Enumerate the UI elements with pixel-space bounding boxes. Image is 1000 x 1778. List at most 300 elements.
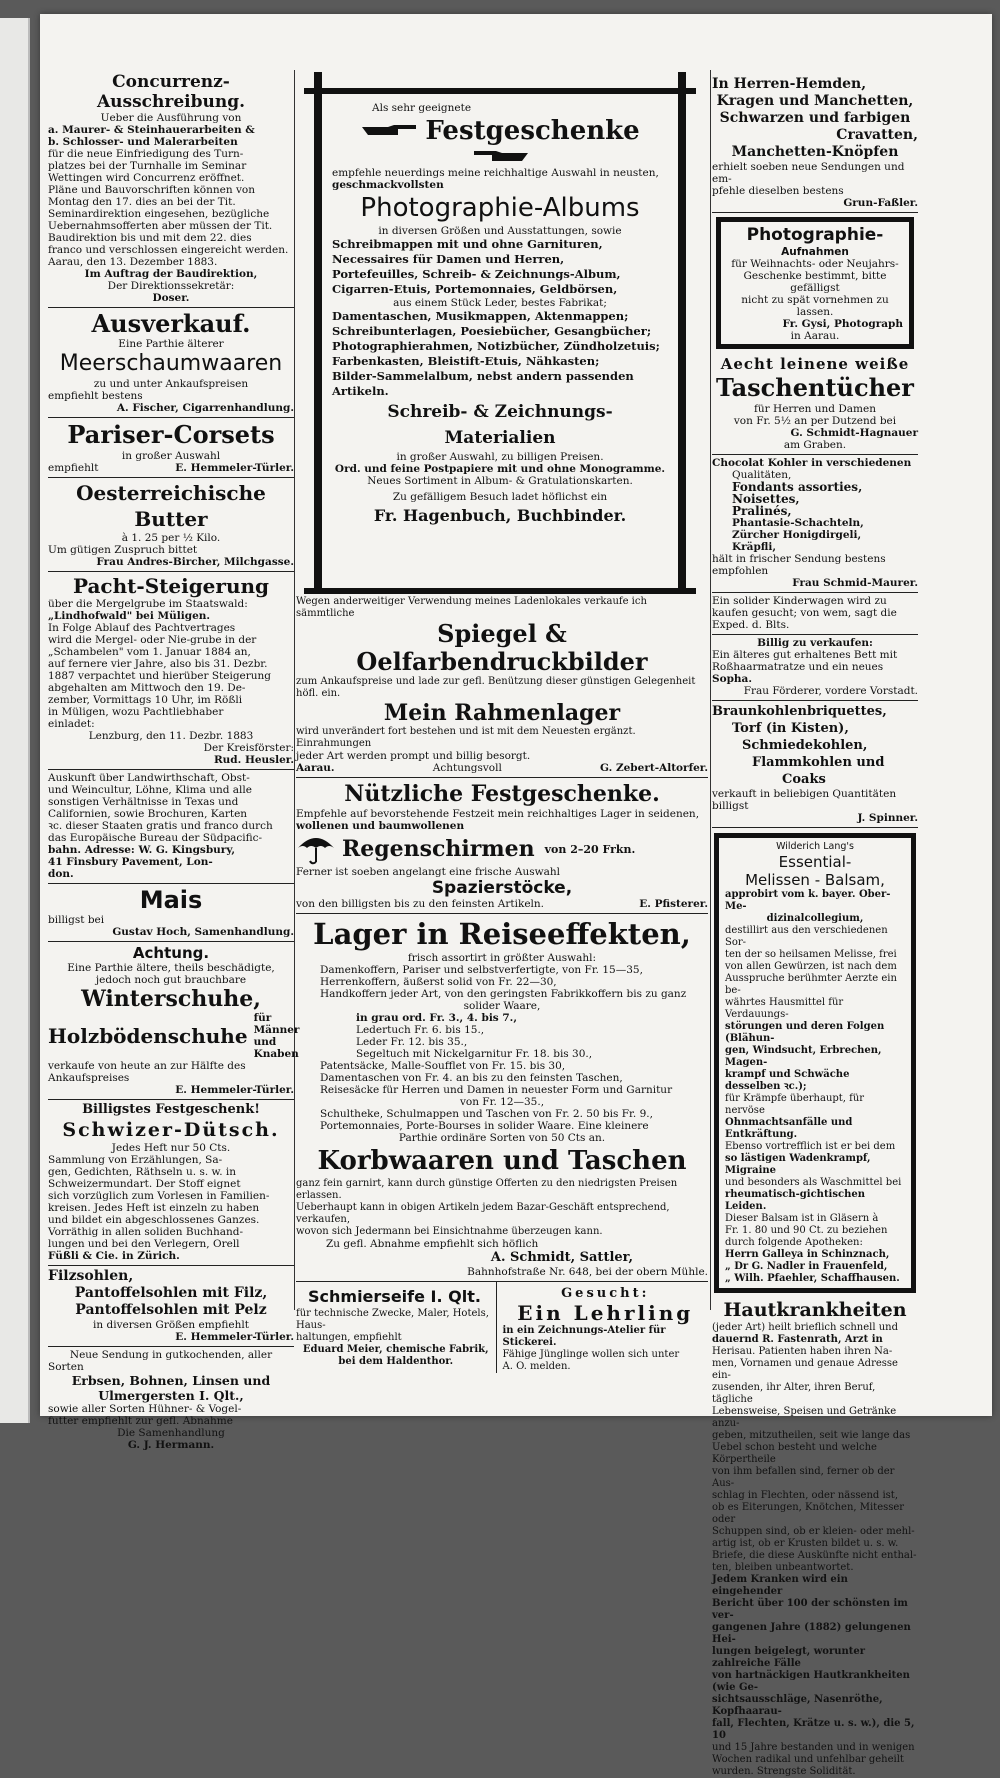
ad-text: wird die Mergel- oder Nie-grube in der (48, 634, 257, 646)
ad-text: Fähige Jünglinge wollen sich unter (502, 1349, 680, 1360)
ad-text: verkauft in beliebigen Quantitäten billigst (712, 788, 897, 812)
right-column (712, 74, 918, 1778)
ad-mais (48, 884, 294, 942)
ad-text: Schreibmappen mit und ohne Garnituren, (332, 237, 603, 251)
ad-text: Schweizermundart. Der Stoff eignet (48, 1178, 241, 1190)
ad-title: Pariser-Corsets (67, 420, 275, 449)
ad-festgeschenke-frame (304, 72, 696, 588)
ad-headline: Schmiedekohlen, (742, 738, 868, 753)
ad-text: Pläne und Bauvorschriften können von (48, 184, 255, 196)
ad-text: Ord. und feine Postpapiere mit und ohne Monogramme. (334, 463, 666, 475)
ad-text: Wettingen wird Concurrenz eröffnet. (48, 172, 245, 184)
ad-achtung (48, 942, 300, 1100)
ad-headline: Photographie-Albums (360, 193, 640, 223)
ad-text: Aarau. (296, 762, 335, 774)
ad-text: Ein älteres gut erhaltenes Bett mit (712, 649, 898, 661)
ad-text: Wochen radikal und unfehlbar geheilt (712, 1754, 904, 1765)
ad-text: Kräpfli, (732, 541, 777, 553)
ad-text: für die neue Einfriedigung des Turn- (48, 148, 244, 160)
ad-text: in großer Auswahl (121, 450, 221, 462)
ad-text: ganz fein garnirt, kann durch günstige Offerten zu den niedrigsten Preisen erlassen. (296, 1178, 678, 1201)
ad-text: Bahnhofstraße Nr. 648, bei der obern Mühle. (467, 1266, 708, 1278)
ad-text: approbirt vom k. bayer. Ober-Me- (725, 889, 891, 912)
ad-sorten (48, 1347, 294, 1451)
ad-text: ob es Eiterungen, Knötchen, Mitesser oder (712, 1502, 905, 1525)
ad-text: Necessaires für Damen und Herren, (332, 252, 565, 266)
ad-text: einladet: (48, 718, 95, 730)
ad-text: 41 Finsbury Pavement, Lon- (48, 856, 213, 868)
ad-signature: Rud. Heusler. (213, 754, 294, 766)
ad-text: aus einem Stück Leder, bestes Fabrikat; (393, 297, 607, 309)
ad-headline: Pantoffelsohlen mit Filz, (74, 1285, 268, 1301)
ad-reiseeffekten (296, 914, 708, 1282)
ad-headline: Mein Rahmenlager (383, 700, 621, 726)
ad-text: Ledertuch Fr. 6. bis 15., (356, 1024, 485, 1036)
ad-gesucht (497, 1282, 709, 1373)
ad-text: In Folge Ablauf des Pachtvertrages (48, 622, 236, 634)
ad-title: Nützliche Festgeschenke. (344, 781, 660, 807)
ad-signature: A. Fischer, Cigarrenhandlung. (116, 402, 294, 414)
ad-text: Ohnmachtsanfälle und Entkräftung. (725, 1117, 853, 1140)
ad-text: Neues Sortiment in Album- & Gratulationskarten. (367, 475, 633, 487)
ad-text: Uebel schon besteht und welche Körpertheile (712, 1442, 877, 1465)
ad-text: so lästigen Wadenkrampf, Migraine (725, 1153, 871, 1176)
ad-headline: Braunkohlenbriquettes, (712, 704, 887, 719)
ad-text: „Lindhofwald" bei Müligen. (48, 610, 211, 622)
ad-text: währtes Hausmittel für Verdauungs- (725, 997, 844, 1020)
ad-text: Segeltuch mit Nickelgarnitur Fr. 18. bis 30., (356, 1048, 593, 1060)
ad-text: Im Auftrag der Baudirektion, (84, 268, 258, 280)
ad-text: ten, bleiben unbeantwortet. (712, 1562, 854, 1573)
ad-text: Herisau. Patienten haben ihren Na- (712, 1346, 893, 1357)
ad-headline: Schreib- & Zeichnungs-Materialien (387, 402, 613, 448)
ad-text: Californien, sowie Brochuren, Karten (48, 808, 248, 820)
ad-text: von hartnäckigen Hautkrankheiten (wie Ge- (712, 1670, 910, 1693)
ad-text: dauernd R. Fastenrath, Arzt in (712, 1334, 883, 1345)
ad-text: bahn. Adresse: W. G. Kingsbury, (48, 844, 236, 856)
ad-text: Briefe, die diese Auskünfte nicht enthal- (712, 1550, 917, 1561)
ad-filz (48, 1266, 294, 1347)
ad-title: Pacht-Steigerung (72, 574, 270, 598)
ad-text: für Weihnachts- oder Neujahrs- (731, 258, 899, 270)
ad-text: Billigstes Festgeschenk! (82, 1102, 260, 1117)
ad-text: von ihm befallen sind, ferner ob der Aus- (712, 1466, 895, 1489)
ad-text: in diversen Größen und Ausstattungen, sowie (378, 225, 622, 237)
ad-headline: Meerschaumwaaren (59, 351, 283, 376)
ad-text: (jeder Art) heilt brieflich schnell und (712, 1322, 899, 1333)
ad-text: Fr. Gysi, Photograph (782, 318, 903, 330)
ad-headline: Schwarzen und farbigen (719, 110, 911, 126)
ad-text: Qualitäten, (732, 469, 792, 481)
ad-text: Vorräthig in allen soliden Buchhand- (48, 1226, 244, 1238)
ad-text: gangenen Jahre (1882) gelungenen Hei- (712, 1622, 911, 1645)
ad-text: Ebenso vortrefflich ist er bei dem (725, 1141, 896, 1152)
ad-text: men, Vornamen und genaue Adresse ein- (712, 1358, 898, 1381)
ad-headline: Spazierstöcke, (431, 878, 573, 898)
ad-text: à 1. 25 per ½ Kilo. (121, 532, 221, 544)
ad-concurrenz (48, 70, 294, 308)
ad-text: Die Samenhandlung (117, 1427, 225, 1439)
ad-text: Phantasie-Schachteln, (732, 517, 864, 529)
ad-text: verkaufe von heute an zur Hälfte des (48, 1060, 246, 1072)
ad-title: Gesucht: (561, 1286, 650, 1301)
ad-text: Reisesäcke für Herren und Damen in neuester Form und Garnitur (320, 1084, 673, 1096)
ad-headline: Erbsen, Bohnen, Linsen und (71, 1373, 271, 1388)
ad-text: schlag in Flechten, oder nässend ist, (712, 1490, 898, 1501)
ad-text: „ Wilh. Pfaehler, Schaffhausen. (725, 1273, 900, 1284)
ad-text: Lebensweise, Speisen und Getränke anzu- (712, 1406, 897, 1429)
ad-title: Essential- (778, 853, 852, 871)
ad-text: Aufnahmen (781, 246, 849, 258)
ad-signature: Fr. Hagenbuch, Buchbinder. (373, 506, 627, 525)
ad-text: Uebernahmsofferten aber müssen der Tit. (48, 220, 273, 232)
ad-text: don. (48, 868, 74, 880)
ad-text: auf fernere vier Jahre, also bis 31. Dezbr. (48, 658, 268, 670)
umbrella-icon (296, 832, 336, 866)
ad-headline: Pantoffelsohlen mit Pelz (75, 1302, 267, 1318)
ad-text: Baudirektion bis und mit dem 22. dies (48, 232, 252, 244)
ad-schwizer (48, 1100, 294, 1266)
ad-kinderwagen (712, 593, 918, 635)
ad-text: rheumatisch-gichtischen Leiden. (725, 1189, 865, 1212)
ad-text: Patentsäcke, Malle-Soufflet von Fr. 15. bis 30, (320, 1060, 566, 1072)
ad-text: Ueber die Ausführung von (100, 112, 242, 124)
ad-text: geschmackvollsten (332, 179, 444, 191)
ad-title: Mais (139, 886, 203, 914)
ad-text: und 15 Jahre bestanden und in wenigen (712, 1742, 915, 1753)
ad-signature: E. Pfisterer. (639, 898, 708, 910)
ad-headline: Filzsohlen, (48, 1268, 134, 1284)
ad-text: am Graben. (783, 439, 847, 451)
ad-text: Der Kreisförster: (203, 742, 294, 754)
ad-headline: In Herren-Hemden, (712, 76, 867, 92)
ad-text: durch folgende Apotheken: (725, 1237, 863, 1248)
ad-kohle (712, 701, 918, 828)
ad-headline: Cravatten, (836, 127, 918, 143)
ad-text: futter empfiehlt zur gefl. Abnahme (48, 1415, 233, 1427)
ad-signature: G. Zebert-Altorfer. (600, 762, 708, 774)
ad-text: sowie aller Sorten Hühner- & Vogel- (48, 1403, 242, 1415)
ad-text: Damentaschen, Musikmappen, Aktenmappen; (332, 309, 629, 323)
ad-text: wird unverändert fort bestehen und ist mit dem Neuesten ergänzt. Einrahmungen (296, 726, 636, 749)
ad-text: Sammlung von Erzählungen, Sa- (48, 1154, 223, 1166)
ad-text: Zu gefälligem Besuch ladet höflichst ein (392, 491, 608, 503)
ad-text: Auskunft über Landwirthschaft, Obst- (48, 772, 250, 784)
ad-text: Wegen anderweitiger Verwendung meines Ladenlokales verkaufe ich sämmtliche (296, 596, 647, 619)
ad-text: und bildet ein abgeschlossenes Ganzes. (48, 1214, 260, 1226)
ad-text: b. Schlosser- und Malerarbeiten (48, 136, 238, 148)
ad-title: Festgeschenke (425, 116, 640, 146)
ad-text: Leder Fr. 12. bis 35., (356, 1036, 468, 1048)
ad-text: Herrenkoffern, äußerst solid von Fr. 22—30, (320, 976, 557, 988)
ad-title: Lager in Reiseeffekten, (313, 917, 691, 951)
ad-text: jedoch noch gut brauchbare (95, 974, 247, 986)
ad-headline: Ulmergersten I. Qlt., (98, 1388, 244, 1403)
ad-title: Photographie- (746, 225, 884, 245)
ad-ausverkauf (48, 308, 294, 418)
ad-signature: A. Schmidt, Sattler, (490, 1250, 634, 1265)
ad-text: Bilder-Sammelalbum, nebst andern passenden Artikeln. (332, 369, 634, 398)
ad-signature: Gustav Hoch, Samenhandlung. (112, 926, 294, 938)
ad-text: Ankaufspreises (48, 1072, 130, 1084)
ad-text: zusenden, ihr Alter, ihren Beruf, tägliche (712, 1382, 876, 1405)
ad-text: Eduard Meier, chemische Fabrik, (302, 1344, 489, 1355)
ad-text: dizinalcollegium, (766, 913, 864, 924)
ad-text: Jedem Kranken wird ein eingehender (712, 1574, 848, 1597)
ad-text: Ein solider Kinderwagen wird zu (712, 595, 887, 607)
ad-title: Melissen - Balsam, (745, 871, 885, 889)
ad-text: nicht zu spät vornehmen zu lassen. (741, 294, 889, 318)
ad-text: wurden. Strengste Solidität. (712, 1766, 856, 1777)
ad-text: Pralinés, (732, 504, 792, 518)
ad-spiegel (296, 594, 708, 778)
ad-text: Noisettes, (732, 492, 800, 506)
ad-photo-wrap (712, 213, 918, 353)
ad-headline: Aecht leinene weiße (720, 355, 910, 373)
ad-text: Ferner ist soeben angelangt eine frische Auswahl (296, 866, 560, 878)
ad-title: Spiegel & Oelfarbendruckbilder (356, 619, 648, 676)
ad-text: „ Dr G. Nadler in Frauenfeld, (725, 1261, 888, 1272)
ad-text: in Aarau. (790, 330, 840, 342)
ad-text: empfehle neuerdings meine reichhaltige Auswahl in neusten, (332, 167, 659, 179)
ad-text: Eine Parthie ältere, theils beschädigte, (67, 962, 275, 974)
ad-text: gen, Gedichten, Räthseln u. s. w. in (48, 1166, 237, 1178)
ad-text: Aarau, den 13. Dezember 1883. (48, 256, 218, 268)
ad-text: Farbenkasten, Bleistift-Etuis, Nähkasten; (332, 354, 600, 368)
ad-signature: E. Hemmeler-Türler. (175, 1084, 294, 1096)
ad-text: von Fr. 5½ an per Dutzend bei (733, 415, 897, 427)
ad-text: Fr. 1. 80 und 90 Ct. zu beziehen (725, 1225, 888, 1236)
ad-text: pfehle dieselben bestens (712, 185, 844, 197)
ad-auskunft (48, 770, 294, 884)
column-divider (710, 70, 711, 1310)
ad-text: Lenzburg, den 11. Dezbr. 1883 (88, 730, 254, 742)
ad-signature: Grun-Faßler. (843, 197, 918, 209)
ad-text: 1887 verpachtet und hierüber Steigerung (48, 670, 272, 682)
ad-text: Portefeuilles, Schreib- & Zeichnungs-Album, (332, 267, 621, 281)
ad-text: platzes bei der Turnhalle im Seminar (48, 160, 247, 172)
ad-text: Eine Parthie älterer (118, 338, 224, 350)
ad-text: G. Schmidt-Hagnauer (790, 427, 918, 439)
ad-text: zember, Vormittags 10 Uhr, im Rößli (48, 694, 243, 706)
ad-text: und Knaben (253, 1036, 299, 1060)
ad-text: in großer Auswahl, zu billigen Preisen. (396, 451, 604, 463)
ad-text: fall, Flechten, Krätze u. s. w.), die 5, 10 (712, 1718, 915, 1741)
ad-text: in ein Zeichnungs-Atelier für Stickerei. (502, 1325, 666, 1348)
ad-text: Sorten (48, 1361, 84, 1373)
ad-text: ꝛc. dieser Staaten gratis und franco durch (48, 820, 273, 832)
ad-title: Hautkrankheiten (723, 1299, 907, 1321)
ad-text: Montag den 17. dies an bei der Tit. (48, 196, 236, 208)
ad-text: Photographierahmen, Notizbücher, Zündholzetuis; (332, 339, 660, 353)
ad-text: sichtsausschläge, Nasenröthe, Kopfhaarau- (712, 1694, 883, 1717)
ad-headline: Manchetten-Knöpfen (731, 144, 899, 160)
ad-text: zum Ankaufspreise und lade zur gefl. Benützung dieser günstigen Gelegenheit höfl. ein. (296, 676, 696, 699)
ad-text: erhielt soeben neue Sendungen und em- (712, 161, 905, 185)
ad-text: Zürcher Honigdirgeli, (732, 529, 862, 541)
ad-text: frisch assortirt in größter Auswahl: (407, 952, 597, 964)
ad-text: Der Direktionssekretär: (107, 280, 235, 292)
ad-text: von allen Gewürzen, ist nach dem (725, 961, 897, 972)
ad-text: Handkoffern jeder Art, von den geringsten Fabrikkoffern bis zu ganz (320, 988, 687, 1000)
ad-signature: Frau Andres-Bircher, Milchgasse. (96, 556, 294, 568)
ad-text: geben, mitzutheilen, seit wie lange das (712, 1430, 911, 1441)
ad-text: Wilderich Lang's (776, 841, 854, 852)
ad-text: kaufen gesucht; von wem, sagt die (712, 607, 897, 619)
ad-text: empfiehlt bestens (48, 390, 143, 402)
ad-text: Ueberhaupt kann in obigen Artikeln jedem Bazar-Geschäft entsprechend, verkaufen, (296, 1202, 670, 1225)
ad-text: abgehalten am Mittwoch den 19. De- (48, 682, 246, 694)
ad-text: für technische Zwecke, Maler, Hotels, Haus- (296, 1308, 489, 1331)
ad-text: sich vorzüglich zum Vorlesen in Familien- (48, 1190, 270, 1202)
ad-headline: Kragen und Manchetten, (716, 93, 914, 109)
ad-text: und Weincultur, Löhne, Klima und alle (48, 784, 252, 796)
ad-butter (48, 478, 294, 572)
left-column (48, 70, 300, 1451)
ad-text: sonstigen Verhältnisse in Texas und (48, 796, 239, 808)
ad-text: Geschenke bestimmt, bitte gefälligst (743, 270, 887, 294)
ad-text: zu und unter Ankaufspreisen (93, 378, 249, 390)
ad-text: Chocolat Kohler in verschiedenen (712, 457, 912, 469)
ad-text: Portemonnaies, Porte-Bourses in solider Waare. Eine kleinere (320, 1120, 649, 1132)
ad-text: Dieser Balsam ist in Gläsern à (725, 1213, 879, 1224)
ad-text: Fondants assorties, (732, 480, 863, 494)
ad-headline: Torf (in Kisten), (732, 721, 849, 736)
ad-text: lungen beigelegt, worunter zahlreiche Fälle (712, 1646, 866, 1669)
ad-text: wovon sich Jedermann bei Einsichtnahme überzeugen kann. (296, 1226, 603, 1237)
ad-hautkrankheiten (712, 1298, 918, 1778)
ad-headline: Coaks (782, 772, 826, 787)
ad-text: Herrn Galleya in Schinznach, (725, 1249, 890, 1260)
ad-text: empfiehlt (48, 462, 99, 474)
ad-text: Billig zu verkaufen: (757, 637, 873, 649)
ad-hemden (712, 74, 918, 213)
ad-text: in diversen Größen empfiehlt (93, 1319, 249, 1331)
ad-text: Füßli & Cie. in Zürich. (48, 1250, 180, 1262)
ad-title: Ausverkauf. (91, 309, 251, 338)
ad-text: in grau ord. Fr. 3., 4. bis 7., (356, 1012, 517, 1024)
ad-bett (712, 635, 918, 701)
pointing-hand-right-icon (360, 123, 420, 139)
ad-text: und besonders als Waschmittel bei (725, 1177, 902, 1188)
ad-signature: J. Spinner. (857, 812, 918, 824)
ad-chocolat (712, 455, 918, 593)
ad-signature: G. J. Hermann. (127, 1439, 215, 1451)
left-page-edge (0, 18, 30, 1423)
ad-pacht (48, 572, 294, 770)
ad-title: Schmierseife I. Qlt. (308, 1287, 481, 1306)
ad-text: a. Maurer- & Steinhauerarbeiten & (48, 124, 255, 136)
column-divider (294, 70, 295, 1310)
ad-text: Achtungsvoll (432, 762, 502, 774)
ad-title: Taschentücher (716, 373, 914, 402)
ad-text: destillirt aus den verschiedenen Sor- (725, 925, 888, 948)
ad-text: Neue Sendung in gutkochenden, aller (69, 1349, 273, 1361)
ad-text: Damentaschen von Fr. 4. an bis zu den feinsten Taschen, (320, 1072, 623, 1084)
ad-text: solider Waare, (463, 1000, 541, 1012)
ad-text: von Fr. 12—35., (459, 1096, 545, 1108)
ad-text: Seminardirektion eingesehen, bezügliche (48, 208, 270, 220)
ad-nuetzliche (296, 778, 708, 914)
bottom-ads-row (296, 1282, 708, 1373)
ad-taschentuecher (712, 353, 918, 455)
ad-text: gen, Windsucht, Erbrechen, Magen- (725, 1045, 882, 1068)
ad-text: wollenen und baumwollenen (296, 820, 465, 832)
ad-text: „Schambelen" vom 1. Januar 1884 an, (48, 646, 251, 658)
ad-headline: Regenschirmen (342, 836, 535, 862)
ad-schmierseife (296, 1282, 497, 1373)
ad-text: krampf und Schwäche desselben ꝛc.); (725, 1069, 850, 1092)
ad-text: lungen und bei den Verlegern, Orell (48, 1238, 240, 1250)
pointing-hand-left-icon (470, 149, 530, 165)
ad-headline: Ein Lehrling (517, 1301, 694, 1325)
center-column (296, 594, 708, 1373)
ad-signature: E. Hemmeler-Türler. (175, 1331, 294, 1343)
ad-signature: Frau Förderer, vordere Vorstadt. (743, 685, 918, 697)
ad-text: franco und verschlossen eingereicht werden. (48, 244, 289, 256)
ad-text: von den billigsten bis zu den feinsten Artikeln. (296, 898, 545, 910)
ad-signature: Doser. (152, 292, 190, 304)
ad-text: Sopha. (712, 673, 753, 685)
ad-headline: Holzbödenschuhe (48, 1024, 248, 1048)
ad-text: Damenkoffern, Pariser und selbstverfertigte, von Fr. 15—35, (320, 964, 643, 976)
ad-text: von 2–20 Frkn. (544, 842, 636, 856)
ad-text: A. O. melden. (502, 1361, 571, 1372)
ad-text: Cigarren-Etuis, Portemonnaies, Geldbörsen, (332, 282, 618, 296)
ad-photo (716, 217, 914, 349)
ad-text: Schreibunterlagen, Poesiebücher, Gesangbücher; (332, 324, 652, 338)
ad-text: billigst bei (48, 914, 105, 926)
ad-text: störungen und deren Folgen (Blähun- (725, 1021, 885, 1044)
ad-text: Zu gefl. Abnahme empfiehlt sich höflich (326, 1238, 539, 1250)
ad-text: Schuppen sind, ob er kleien- oder mehl- (712, 1526, 915, 1537)
ad-text: für Männer (253, 1012, 300, 1036)
ad-text: ten der so heilsamen Melisse, frei (725, 949, 897, 960)
ad-signature: Frau Schmid-Maurer. (792, 577, 918, 589)
ad-signature: E. Hemmeler-Türler. (175, 462, 294, 474)
ad-text: das Europäische Bureau der Südpacific- (48, 832, 263, 844)
ad-text: kreisen. Jedes Heft ist einzeln zu haben (48, 1202, 260, 1214)
ad-text: für Krämpfe überhaupt, für nervöse (725, 1093, 865, 1116)
ad-text: Exped. d. Blts. (712, 619, 790, 631)
ad-text: Um gütigen Zuspruch bittet (48, 544, 198, 556)
ad-text: Jedes Heft nur 50 Cts. (111, 1142, 231, 1154)
ad-text: haltungen, empfiehlt (296, 1332, 402, 1343)
ad-text: Schultheke, Schulmappen und Taschen von Fr. 2. 50 bis Fr. 9., (320, 1108, 653, 1120)
ad-title: Concurrenz-Ausschreibung. (96, 72, 246, 112)
ad-text: über die Mergelgrube im Staatswald: (48, 598, 248, 610)
ad-title: Oesterreichische Butter (76, 481, 266, 531)
ad-title: Achtung. (132, 944, 210, 962)
ad-melissen (714, 833, 916, 1293)
ad-corsets (48, 418, 294, 478)
ad-headline: Winterschuhe, (81, 986, 261, 1012)
ad-text: für Herren und Damen (754, 403, 876, 415)
ad-text: Parthie ordinäre Sorten von 50 Cts an. (398, 1132, 606, 1144)
ad-text: Ausspruche berühmter Aerzte ein be- (725, 973, 897, 996)
ad-text: in Müligen, wozu Pachtliebhaber (48, 706, 224, 718)
ad-text: Empfehle auf bevorstehende Festzeit mein reichhaltiges Lager in seidenen, (296, 808, 700, 820)
ad-text: jeder Art werden prompt und billig besorgt. (296, 750, 531, 762)
ad-text: Roßhaarmatratze und ein neues (712, 661, 884, 673)
ad-text: artig ist, ob er Krusten bildet u. s. w. (712, 1538, 899, 1549)
ad-title: Schwizer-Dütsch. (62, 1119, 280, 1141)
ad-headline: Flammkohlen und (752, 755, 885, 770)
ad-melissen-wrap (712, 828, 918, 1298)
ad-text: Als sehr geeignete (372, 102, 472, 114)
ad-text: hält in frischer Sendung bestens empfohlen (712, 553, 886, 577)
ad-headline: Korbwaaren und Taschen (317, 1146, 687, 1176)
